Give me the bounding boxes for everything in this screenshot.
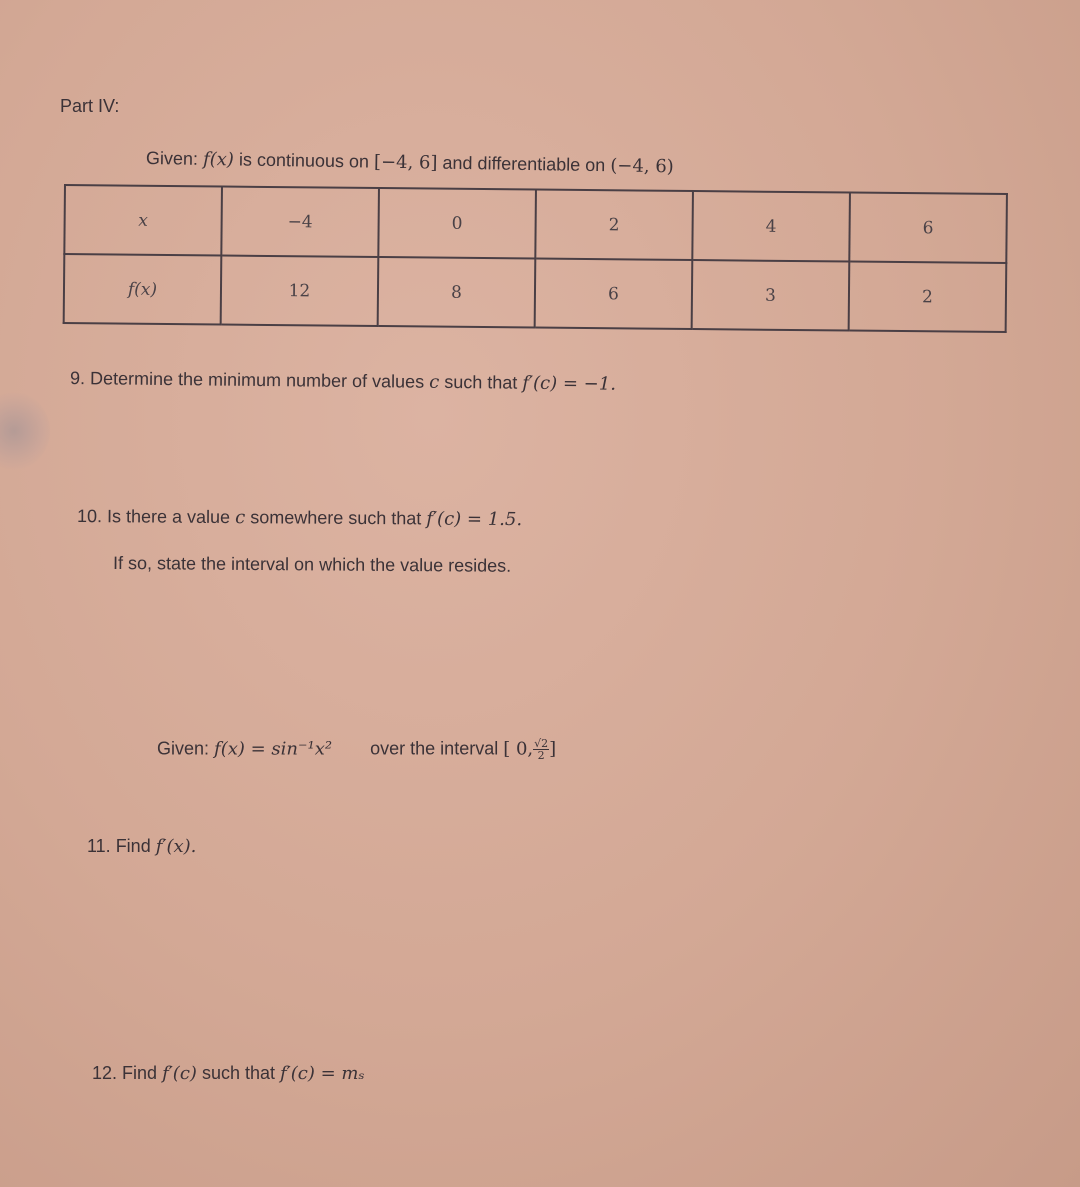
question-10-line-2: If so, state the interval on which the value resides. <box>112 553 512 576</box>
open-interval: (−4, 6) <box>610 155 674 178</box>
question-10-rest: somewhere such that <box>250 507 422 529</box>
continuity-text: is continuous on <box>238 149 370 172</box>
interval-text: over the interval <box>370 738 499 759</box>
such-that-text: such that <box>201 1063 275 1083</box>
table-cell: 12 <box>221 256 379 327</box>
table-row-fx <box>64 254 1007 332</box>
table-cell: 0 <box>378 188 536 259</box>
values-table-wrapper <box>63 184 1008 333</box>
table-cell: 8 <box>378 257 536 328</box>
question-9-text: 9. Determine the minimum number of values <box>69 368 425 392</box>
question-11-expression: f′(x). <box>155 836 197 857</box>
variable-c: c <box>429 371 440 393</box>
part-title: Part IV: <box>60 96 120 116</box>
question-12-text: 12. Find <box>92 1063 158 1083</box>
such-that-text: such that <box>444 371 518 393</box>
function-definition: f(x) = sin⁻¹x² <box>214 738 333 760</box>
given-statement-2 <box>157 738 556 761</box>
question-10-expression: f′(c) = 1.5. <box>426 508 523 531</box>
question-12 <box>92 1063 365 1084</box>
question-12-expression-2: f′(c) = mₛ <box>280 1063 365 1084</box>
interval-open: [ 0, <box>503 738 534 760</box>
differentiability-text: and differentiable on <box>442 152 606 176</box>
table-cell: 3 <box>692 260 850 331</box>
question-10 <box>77 506 522 530</box>
question-11 <box>87 836 196 857</box>
table-header-fx: f(x) <box>64 254 222 325</box>
question-10-text: 10. Is there a value <box>76 506 231 528</box>
given-statement-1 <box>146 148 674 177</box>
closed-interval: [−4, 6] <box>373 151 438 174</box>
table-cell: 2 <box>849 262 1007 333</box>
variable-c: c <box>235 507 246 529</box>
given-label: Given: <box>145 148 199 169</box>
table-cell: −4 <box>221 187 379 258</box>
function-f: f(x) <box>202 148 235 171</box>
given-label: Given: <box>157 738 210 759</box>
sqrt2-over-2-fraction <box>533 738 549 761</box>
table-cell: 2 <box>535 190 693 261</box>
table-header-x: x <box>64 185 222 256</box>
question-9 <box>70 368 616 395</box>
table-cell: 4 <box>692 191 850 262</box>
interval-close: ] <box>549 738 557 760</box>
fraction-denominator: 2 <box>537 749 545 762</box>
question-9-expression: f′(c) = −1. <box>522 372 617 395</box>
values-table <box>63 184 1008 333</box>
question-11-text: 11. Find <box>87 836 151 856</box>
table-row-x <box>64 185 1007 263</box>
table-cell: 6 <box>849 193 1007 264</box>
table-cell: 6 <box>535 259 693 330</box>
question-12-expression-1: f′(c) <box>162 1063 197 1084</box>
fraction-numerator: √2 <box>534 737 549 750</box>
thumb-shadow <box>0 392 50 470</box>
